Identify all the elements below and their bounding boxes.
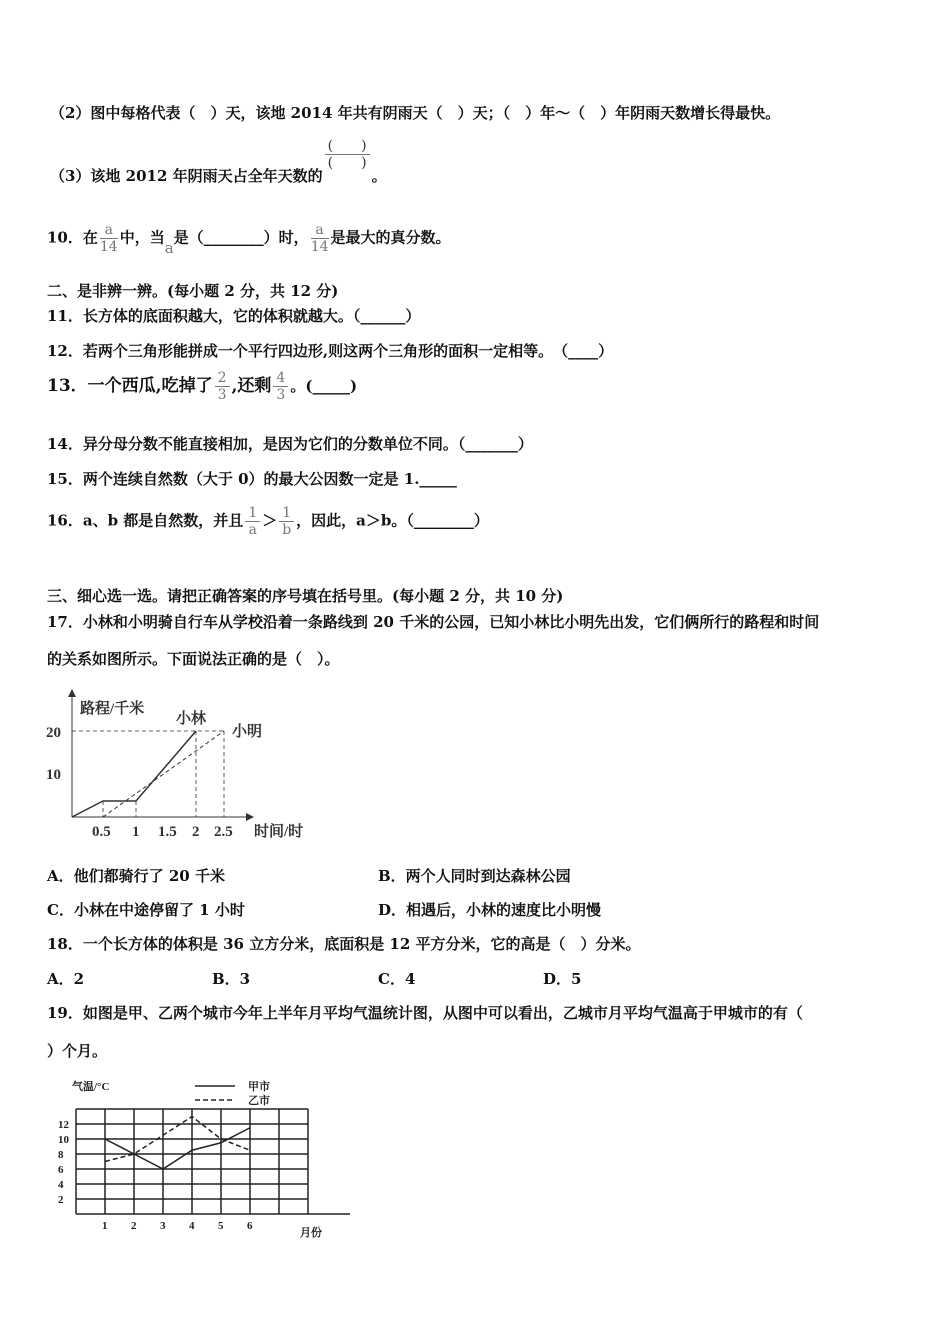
q17-option-d[interactable]: D．相遇后，小林的速度比小明慢 — [378, 901, 602, 919]
x-tick: 2.5 — [214, 824, 233, 840]
legend-jia: 甲市 — [248, 1081, 270, 1093]
y-axis-label: 气温/°C — [72, 1081, 110, 1093]
q13-text: 。(_____) — [290, 377, 358, 395]
q17-option-c[interactable]: C．小林在中途停留了 1 小时 — [47, 901, 245, 919]
q16-text: 16．a、b 都是自然数，并且 — [47, 511, 244, 530]
q17-line1: 17．小林和小明骑自行车从学校沿着一条路线到 20 千米的公园，已知小林比小明先出发，它们俩所行的路程和时间 — [47, 613, 820, 631]
q12: 12．若两个三角形能拼成一个平行四边形,则这两个三角形的面积一定相等。 （____） — [47, 342, 614, 360]
den: 14 — [99, 239, 118, 255]
q16 — [47, 505, 489, 538]
q10-text: 中，当 — [119, 228, 165, 247]
fraction-1-a — [245, 505, 260, 538]
fraction-a-14 — [100, 222, 118, 255]
q19-line2: ）个月。 — [47, 1042, 108, 1060]
distance-time-chart — [40, 685, 340, 845]
x-tick: 5 — [218, 1220, 224, 1232]
q11: 11．长方体的底面积越大，它的体积就越大。（______） — [47, 307, 421, 325]
x-tick: 1 — [102, 1220, 108, 1232]
y-tick: 10 — [46, 767, 61, 783]
q10-text: 10．在 — [47, 228, 98, 247]
q9-3-end: 。 — [371, 166, 387, 185]
x-tick: 6 — [247, 1220, 253, 1232]
num: a — [100, 222, 118, 239]
greater-than: ＞ — [262, 511, 278, 530]
section-2-heading: 二、是非辨一辨。(每小题 2 分，共 12 分) — [47, 282, 339, 300]
x-tick: 1 — [132, 824, 140, 840]
q15: 15．两个连续自然数（大于 0）的最大公因数一定是 1._____ — [47, 470, 457, 488]
q13-text: 13．一个西瓜,吃掉了 — [47, 376, 213, 396]
q18-option-a[interactable]: A．2 — [47, 970, 85, 988]
num: 1 — [245, 505, 260, 522]
var-a: a — [164, 238, 174, 257]
num: 4 — [273, 370, 288, 387]
x-tick: 2 — [131, 1220, 137, 1232]
q9-3-text: （3）该地 2012 年阴雨天占全年天数的 — [50, 166, 323, 185]
den: b — [282, 522, 292, 538]
label-xiaolin: 小林 — [176, 711, 207, 727]
q10-text: 是最大的真分数。 — [330, 228, 451, 247]
num: 1 — [279, 505, 294, 522]
series-jia — [105, 1128, 250, 1169]
q9-2: （2）图中每格代表（ ）天，该地 2014 年共有阴雨天（ ）天；（ ）年～（ ）年阴雨天数增长得最快。 — [50, 104, 781, 122]
q9-3 — [50, 138, 387, 185]
x-tick: 4 — [189, 1220, 195, 1232]
q13 — [47, 370, 357, 403]
y-tick: 2 — [58, 1194, 64, 1206]
den: a — [248, 522, 257, 538]
x-tick: 0.5 — [92, 824, 111, 840]
y-tick: 20 — [46, 725, 61, 741]
q10-text: 是（________）时， — [173, 228, 309, 247]
q19-line1: 19．如图是甲、乙两个城市今年上半年月平均气温统计图，从图中可以看出，乙城市月平均气温高于甲城市的有（ — [47, 1004, 803, 1022]
blank-fraction — [325, 138, 370, 171]
q18: 18．一个长方体的体积是 36 立方分米，底面积是 12 平方分米，它的高是（ ）分米。 — [47, 935, 641, 953]
x-axis-label: 时间/时 — [254, 824, 304, 840]
y-tick: 10 — [58, 1134, 69, 1146]
fraction-2-3 — [215, 370, 230, 403]
q14: 14．异分母分数不能直接相加，是因为它们的分数单位不同。（_______） — [47, 435, 533, 453]
temperature-chart — [50, 1070, 350, 1250]
fraction-a-14 — [311, 222, 329, 255]
y-tick: 12 — [58, 1119, 69, 1131]
y-tick: 6 — [58, 1164, 64, 1176]
den: 3 — [217, 387, 227, 403]
q10 — [47, 222, 451, 255]
num: a — [311, 222, 329, 239]
legend-yi: 乙市 — [248, 1095, 270, 1107]
fraction-num: ( ) — [325, 138, 370, 155]
q13-text: ,还剩 — [231, 376, 272, 396]
x-axis-label: 月份 — [300, 1227, 322, 1239]
q17-option-a[interactable]: A．他们都骑行了 20 千米 — [47, 867, 225, 885]
den: 14 — [310, 239, 329, 255]
series-xiaolin — [72, 731, 196, 817]
label-xiaoming: 小明 — [232, 724, 263, 740]
fraction-den: ( ) — [327, 155, 367, 171]
q18-option-d[interactable]: D．5 — [543, 970, 582, 988]
den: 3 — [276, 387, 286, 403]
q18-option-b[interactable]: B．3 — [212, 970, 251, 988]
q16-text: ，因此，a＞b。（________） — [296, 511, 489, 530]
y-tick: 8 — [58, 1149, 64, 1161]
q17-line2: 的关系如图所示。下面说法正确的是（ ）。 — [47, 650, 340, 668]
x-tick: 1.5 — [158, 824, 177, 840]
fraction-4-3 — [273, 370, 288, 403]
y-axis-label: 路程/千米 — [80, 701, 145, 717]
x-tick: 2 — [192, 824, 200, 840]
q18-option-c[interactable]: C．4 — [378, 970, 416, 988]
num: 2 — [215, 370, 230, 387]
x-tick: 3 — [160, 1220, 166, 1232]
series-xiaoming — [103, 731, 224, 817]
fraction-1-b — [279, 505, 294, 538]
section-3-heading: 三、细心选一选。请把正确答案的序号填在括号里。(每小题 2 分，共 10 分) — [47, 587, 564, 605]
y-tick: 4 — [58, 1179, 64, 1191]
q17-option-b[interactable]: B．两个人同时到达森林公园 — [378, 867, 571, 885]
